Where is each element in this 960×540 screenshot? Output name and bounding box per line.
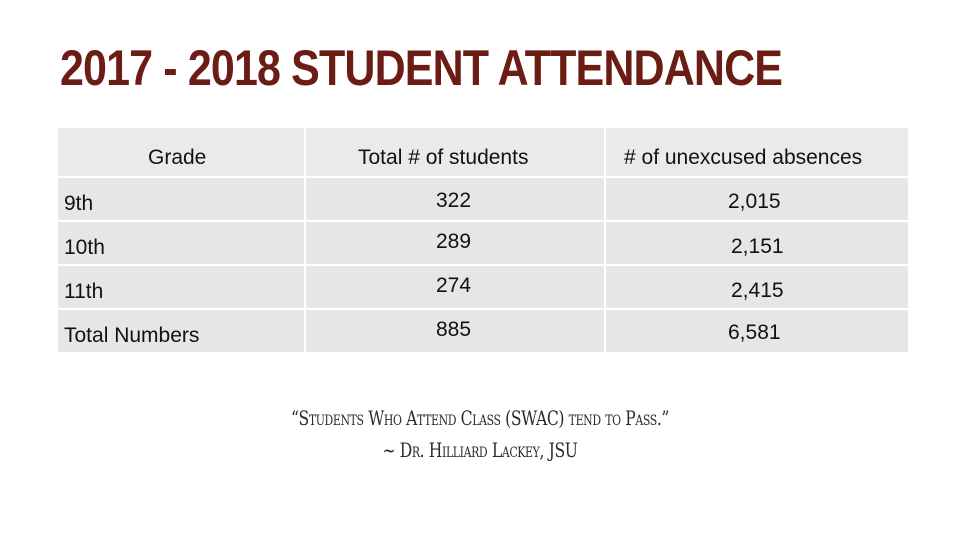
header-label: Grade (148, 146, 207, 169)
absences-cell (606, 222, 908, 264)
quote-block (0, 402, 960, 466)
cell-text: 10th (64, 236, 105, 259)
table-row (58, 178, 910, 220)
cell-text: 2,151 (731, 235, 784, 258)
table-row (58, 266, 910, 308)
table-row (58, 222, 910, 264)
cell-text: 322 (436, 189, 472, 212)
grade-cell (58, 310, 304, 352)
quote-text: “Students Who Attend Class (SWAC) tend to Pass.” (290, 406, 670, 430)
cell-text: 2,015 (728, 190, 781, 213)
cell-text: 9th (64, 192, 94, 215)
header-label: Total # of students (358, 146, 529, 169)
header-cell-total-students (306, 128, 604, 176)
absences-cell (606, 266, 908, 308)
grade-cell (58, 266, 304, 308)
quote-attribution: ~ Dr. Hilliard Lackey, JSU (382, 438, 578, 462)
students-cell (306, 178, 604, 220)
students-cell (306, 310, 604, 352)
header-cell-unexcused-absences (606, 128, 908, 176)
absences-cell (606, 310, 908, 352)
cell-text: 6,581 (728, 321, 781, 344)
table-header-row (58, 128, 910, 176)
absences-cell (606, 178, 908, 220)
students-cell (306, 222, 604, 264)
table-row-total (58, 310, 910, 352)
cell-text: 274 (436, 274, 472, 297)
cell-text: 11th (64, 280, 104, 303)
cell-text: 289 (436, 230, 472, 253)
cell-text: 885 (436, 318, 472, 341)
header-label: # of unexcused absences (624, 146, 863, 169)
grade-cell (58, 222, 304, 264)
header-cell-grade (58, 128, 304, 176)
cell-text: Total Numbers (64, 324, 200, 347)
grade-cell (58, 178, 304, 220)
students-cell (306, 266, 604, 308)
cell-text: 2,415 (731, 279, 784, 302)
attendance-table (58, 128, 910, 354)
slide-title: 2017 - 2018 STUDENT ATTENDANCE (60, 40, 783, 96)
